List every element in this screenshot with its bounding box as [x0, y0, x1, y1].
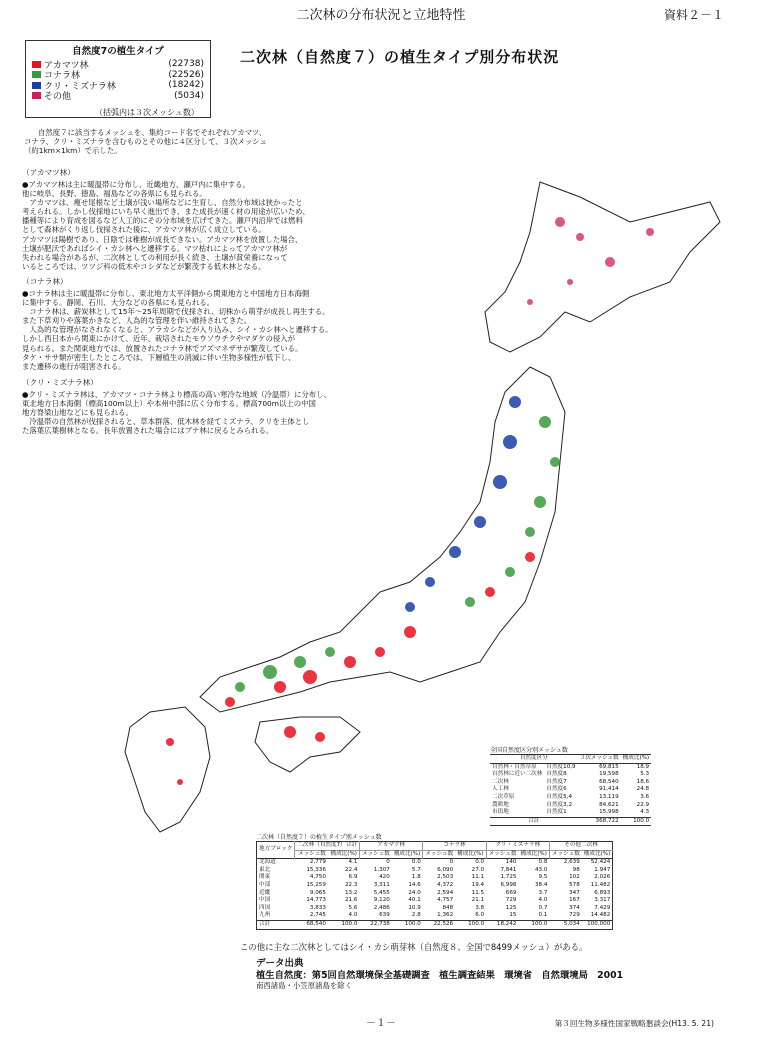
document-code: 資料２－１ — [663, 8, 724, 22]
body-line: 播種等により育成を図るなど人工的にその分布域を広げてきた。瀬戸内沿岸では燃料 — [22, 216, 303, 226]
table-row — [257, 874, 613, 882]
sub-header: 構成比(%) — [392, 850, 423, 859]
cell: 21.1 — [471, 897, 485, 904]
legend-label: クリ・ミズナラ林 — [44, 81, 116, 92]
cell: 52.424 — [590, 859, 611, 866]
legend-count: (22526) — [168, 69, 204, 80]
cell: 347 — [569, 889, 580, 896]
legend-swatch — [32, 61, 41, 68]
intro-line: コナラ、クリ・ミズナラを含むものとその他に４区分して、３次メッシュ — [24, 137, 267, 147]
national-naturalness-table — [490, 745, 651, 826]
cell: 15,259 — [306, 881, 326, 888]
table-row — [257, 905, 613, 913]
table-row — [257, 912, 613, 920]
sub-header: 構成比(%) — [455, 850, 486, 859]
legend-label: コナラ林 — [44, 71, 81, 82]
intro-paragraph — [24, 128, 267, 155]
cell: 6,090 — [437, 866, 454, 873]
cell: 2,503 — [437, 874, 454, 881]
cell: 自然度3,2 — [546, 801, 573, 808]
cell: 自然林・自然草原 — [492, 763, 537, 770]
section-heading: （クリ・ミズナラ林） — [22, 378, 98, 387]
cell: 102 — [569, 874, 580, 881]
cell: 3.7 — [538, 889, 548, 896]
cell: 0.1 — [538, 912, 548, 919]
cell: 2,779 — [309, 859, 326, 866]
cell: 自然度1 — [546, 809, 567, 816]
body-line: 考えられる。しかし伐採地にいち早く進出でき、また成長が速く材の用途が広いため、 — [22, 207, 310, 217]
cell: 4,757 — [437, 897, 454, 904]
cell: 10.9 — [408, 904, 421, 911]
table-row — [490, 763, 651, 771]
table-row — [490, 771, 651, 779]
sub-header: メッシュ数 — [361, 850, 390, 857]
cell: 1.8 — [411, 874, 421, 881]
legend-count: (22738) — [168, 59, 204, 70]
cell: 14.6 — [408, 881, 421, 888]
table-title: 二次林（自然度７）の植生タイプ別メッシュ数 — [256, 834, 382, 841]
legend-swatch — [32, 71, 41, 78]
sub-header: メッシュ数 — [551, 850, 580, 857]
cell: 15,998 — [599, 809, 619, 816]
cell: 22,738 — [370, 920, 390, 927]
cell: 100.0 — [468, 920, 485, 927]
cell: 13,119 — [599, 793, 619, 800]
cell: 167 — [569, 897, 580, 904]
sub-header: メッシュ数 — [425, 850, 454, 857]
cell: 14.482 — [590, 912, 611, 919]
table-row — [257, 882, 613, 890]
cell: 2.026 — [594, 874, 611, 881]
cell: 7,841 — [500, 866, 517, 873]
column-header: クリ・ミズナラ林 — [486, 842, 549, 851]
source-text: 植生自然度：第5回自然環境保全基礎調査 植生調査結果 環境省 自然環境局 2001 — [256, 970, 624, 981]
cell: 21.6 — [344, 897, 358, 904]
regional-vegetation-table — [256, 832, 613, 930]
cell: 100.0 — [404, 920, 421, 927]
cell: 729 — [505, 897, 517, 904]
table-row — [490, 779, 651, 787]
cell: 22.3 — [344, 881, 358, 888]
footnote: この他に主な二次林としてはシイ・カシ萌芽林（自然度８、全国で8499メッシュ）がある。 — [240, 942, 588, 952]
legend-label: アカマツ林 — [44, 60, 89, 71]
body-line: として森林がくり返し伐採された後に、アカマツ林が広く成立している。 — [22, 225, 266, 235]
body-line: また下草刈りや落葉かきなど、人為的な管理を伴い維持されてきた。 — [22, 316, 252, 326]
cell: 自然林に近い二次林 — [492, 771, 543, 778]
cell: 二次草原 — [492, 793, 515, 800]
cell: 0.0 — [475, 859, 485, 866]
body-line: アカマツは、痩せ尾根など土壌が浅い場所などに生育し、自然分布域は狭かったと — [22, 198, 303, 208]
cell: 中国 — [259, 897, 271, 904]
cell: 68,540 — [306, 920, 326, 927]
intro-line: 自然度７に該当するメッシュを、集約コード名でそれぞれアカマツ、 — [38, 128, 267, 137]
column-header: 地方ブロック — [257, 842, 295, 859]
legend-count: (18242) — [168, 80, 204, 91]
cell: 0.0 — [411, 859, 421, 866]
cell: 140 — [505, 859, 517, 866]
table-row — [257, 890, 613, 898]
cell: 18.9 — [636, 763, 650, 770]
section-heading: （アカマツ林） — [22, 168, 75, 177]
sub-header: 構成比(%) — [583, 850, 611, 857]
cell: 368,722 — [595, 817, 619, 824]
cell: 自然度5,4 — [546, 793, 573, 800]
sub-header: 構成比(%) — [328, 850, 360, 859]
main-title: 二次林（自然度７）の植生タイプ別分布状況 — [240, 48, 560, 66]
cell: 4.0 — [348, 912, 358, 919]
body-line: コナラ林は、薪炭林として15年～25年周期で伐採され、切株から萌芽が成長し再生する。 — [22, 307, 330, 317]
cell: 38.4 — [534, 881, 548, 888]
column-header: ３次メッシュ数 — [579, 755, 619, 761]
cell: 19.4 — [471, 881, 485, 888]
table-total-row — [490, 817, 651, 826]
table-row — [490, 802, 651, 810]
cell: 3.8 — [475, 904, 485, 911]
body-line: 東北地方日本海側（標高100m以上）や本州中部に広く分布する。標高700m以上の中国 — [22, 399, 316, 409]
cell: 5,034 — [563, 920, 580, 927]
table-row — [490, 809, 651, 817]
cell: 84,621 — [599, 801, 619, 808]
cell: 6.0 — [475, 912, 485, 919]
cell: 4.0 — [538, 897, 548, 904]
column-header: 自然度区分 — [519, 755, 548, 761]
kyushu-outline — [125, 707, 210, 832]
sub-header: メッシュ数 — [298, 850, 326, 857]
cell: 4.1 — [348, 859, 358, 866]
cell: 自然度7 — [546, 778, 567, 785]
table-title: 全国自然度区分別メッシュ数 — [490, 747, 568, 754]
body-line: に集中する。静岡、石川、大分などの各県にも見られる。 — [22, 298, 215, 308]
cell: 18,242 — [496, 920, 517, 927]
cell: 1,725 — [500, 874, 517, 881]
section-heading: （コナラ林） — [22, 277, 68, 286]
cell: 四国 — [259, 904, 271, 911]
legend-swatch — [32, 82, 41, 89]
cell: 近畿 — [259, 889, 271, 896]
cell: 669 — [505, 889, 517, 896]
sub-header: 構成比(%) — [518, 850, 549, 859]
table-total-row — [257, 920, 613, 929]
table-row — [257, 897, 613, 905]
body-line: また遷移の進行が阻害される。 — [22, 361, 126, 371]
cell: 578 — [569, 881, 580, 888]
cell: 639 — [379, 912, 390, 919]
body-line: ●アカマツ林は主に暖温帯に分布し、近畿地方、瀬戸内に集中する。 — [22, 180, 250, 189]
cell: 0.8 — [538, 859, 548, 866]
column-header: 構成比(%) — [622, 755, 650, 761]
column-header: 二次林（自然度7）合計 — [295, 842, 360, 851]
shikoku-outline — [255, 717, 360, 772]
cell: 関東 — [259, 874, 271, 881]
cell: 420 — [379, 874, 390, 881]
cell: 4,372 — [437, 881, 454, 888]
cell: 2,745 — [309, 912, 326, 919]
cell: 19,598 — [599, 771, 619, 778]
cell: 14,773 — [306, 897, 326, 904]
cell: 22.9 — [636, 801, 650, 808]
sub-header: メッシュ数 — [488, 850, 517, 857]
cell: 4.3 — [640, 809, 650, 816]
cell: 自然度8 — [546, 771, 567, 778]
page-number: －１－ — [366, 1018, 396, 1029]
cell: 二次林 — [492, 778, 509, 785]
hokkaido-outline — [485, 182, 720, 352]
cell: 農耕地 — [492, 801, 509, 808]
body-line: 他に岐阜、長野、徳島、福島などの各県にも見られる。 — [22, 189, 207, 199]
cell: 合計 — [528, 817, 540, 824]
cell: 3.6 — [640, 793, 650, 800]
cell: 3,833 — [309, 904, 326, 911]
cell: 9,065 — [309, 889, 326, 896]
cell: 27.0 — [471, 866, 485, 873]
cell: 100.0 — [531, 920, 548, 927]
cell: 15 — [509, 912, 517, 919]
column-header: アカマツ林 — [359, 842, 422, 851]
cell: 125 — [505, 904, 517, 911]
legend-label: その他 — [44, 92, 72, 103]
cell: 11.482 — [590, 881, 611, 888]
body-line: 土壌が肥沃であればシイ・カシ林へと遷移する。マツ枯れによってアカマツ林が — [22, 243, 288, 253]
cell: 自然度6 — [546, 786, 567, 793]
cell: 100.000 — [587, 920, 611, 927]
source-note: 南西諸島・小笠原諸島を除く — [256, 981, 353, 990]
cell: 6.9 — [348, 874, 358, 881]
cell: 5.3 — [640, 771, 650, 778]
cell: 40.1 — [408, 897, 421, 904]
table-row — [257, 867, 613, 875]
cell: 68,540 — [599, 778, 619, 785]
cell: 13.2 — [344, 889, 358, 896]
header-title: 二次林の分布状況と立地特性 — [296, 8, 466, 23]
body-line: た落葉広葉樹林となる。長年放置された場合にはブナ林に戻るとみられる。 — [22, 426, 274, 436]
body-line: 人為的な管理がなされなくなると、アラカシなどが入り込み、シイ・カシ林へと遷移する。 — [22, 325, 333, 335]
japan-vegetation-map — [110, 162, 740, 842]
cell: 2.8 — [411, 912, 421, 919]
cell: 43.0 — [534, 866, 548, 873]
cell: 2,594 — [437, 889, 454, 896]
cell: 69,815 — [599, 763, 619, 770]
cell: 人工林 — [492, 786, 509, 793]
cell: 98 — [572, 866, 580, 873]
legend-title: 自然度7の植生タイプ — [72, 46, 164, 57]
cell: 11.1 — [471, 874, 485, 881]
cell: 91,414 — [599, 786, 619, 793]
body-line: いるところでは、ツツジ科の低木やコシダなどが繁茂する低木林となる。 — [22, 261, 266, 271]
cell: 729 — [569, 912, 580, 919]
table-row — [257, 859, 613, 867]
column-header: コナラ林 — [423, 842, 486, 851]
cell: 24.8 — [636, 786, 650, 793]
cell: 0.7 — [538, 904, 548, 911]
cell: 848 — [442, 904, 454, 911]
legend-note: （括弧内は３次メッシュ数） — [95, 108, 199, 117]
cell: 自然度10,9 — [546, 763, 576, 770]
column-header: その他二次林 — [564, 842, 598, 848]
body-line: 見られる。また関東地方では、放置されたコナラ林でアズマネザサが繁茂している。 — [22, 343, 303, 353]
cell: 1,362 — [437, 912, 454, 919]
cell: 0 — [386, 859, 390, 866]
cell: 15,336 — [306, 866, 326, 873]
legend-count: (5034) — [174, 90, 204, 101]
cell: 18.6 — [636, 778, 650, 785]
cell: 9,120 — [373, 897, 390, 904]
cell: 24.0 — [408, 889, 421, 896]
cell: 9.5 — [538, 874, 548, 881]
cell: 1,307 — [373, 866, 390, 873]
cell: 合計 — [259, 920, 271, 927]
cell: 九州 — [259, 912, 271, 919]
cell: 3.317 — [594, 897, 611, 904]
cell: 5,455 — [373, 889, 390, 896]
body-line: ●コナラ林は主に暖温帯に分布し、東北地方太平洋側から関東地方と中国地方日本海側 — [22, 289, 310, 298]
cell: 3,311 — [373, 881, 390, 888]
cell: 11.5 — [471, 889, 485, 896]
cell: 2,486 — [373, 904, 390, 911]
cell: 5.7 — [411, 866, 421, 873]
table-row — [490, 786, 651, 794]
cell: 市街地 — [492, 809, 509, 816]
cell: 4,750 — [309, 874, 326, 881]
body-line: タケ・ササ類が密生したところでは、下層植生の消滅に伴い生物多様性が低下し、 — [22, 352, 296, 362]
cell: 東北 — [259, 866, 271, 873]
cell: 6.893 — [594, 889, 611, 896]
cell: 5.6 — [348, 904, 358, 911]
intro-line: （約1km×1km）で示した。 — [24, 146, 122, 156]
source-heading: データ出典 — [256, 958, 304, 969]
body-line: しかし西日本から関東にかけて、近年、栽培されたモウソウチクやマダケの侵入が — [22, 334, 296, 344]
cell: 北海道 — [259, 859, 276, 866]
cell: 2,639 — [563, 859, 580, 866]
cell: 1.947 — [594, 866, 611, 873]
cell: 22,526 — [433, 920, 454, 927]
legend-swatch — [32, 92, 41, 99]
legend-item — [32, 91, 204, 102]
body-line: 冷温帯の自然林が伐採されると、草本群落、低木林を経てミズナラ、クリを主体とし — [22, 417, 310, 427]
cell: 6,998 — [500, 881, 517, 888]
body-line: 失われる場合があるが、二次林としての利用が長く続き、土壌が貧栄養になって — [22, 252, 288, 262]
cell: 中部 — [259, 881, 271, 888]
credit-line: 第３回生物多様性国家戦略懇談会(H13. 5. 21) — [554, 1019, 714, 1028]
cell: 22.4 — [344, 866, 358, 873]
body-line: 地方脊梁山地などにも見られる。 — [22, 408, 133, 418]
body-line: アカマツは陽樹であり、日陰では稚樹が成長できない。アカマツ林を放置した場合、 — [22, 234, 303, 244]
honshu-outline — [200, 367, 565, 712]
body-line: ●クリ・ミズナラ林は、アカマツ・コナラ林より標高の高い寒冷な地域（冷温帯）に分布し、 — [22, 390, 332, 399]
cell: 0 — [449, 859, 454, 866]
cell: 100.0 — [341, 920, 358, 927]
cell: 100.0 — [633, 817, 650, 824]
cell: 374 — [569, 904, 580, 911]
table-row — [490, 794, 651, 802]
cell: 7.429 — [594, 904, 611, 911]
